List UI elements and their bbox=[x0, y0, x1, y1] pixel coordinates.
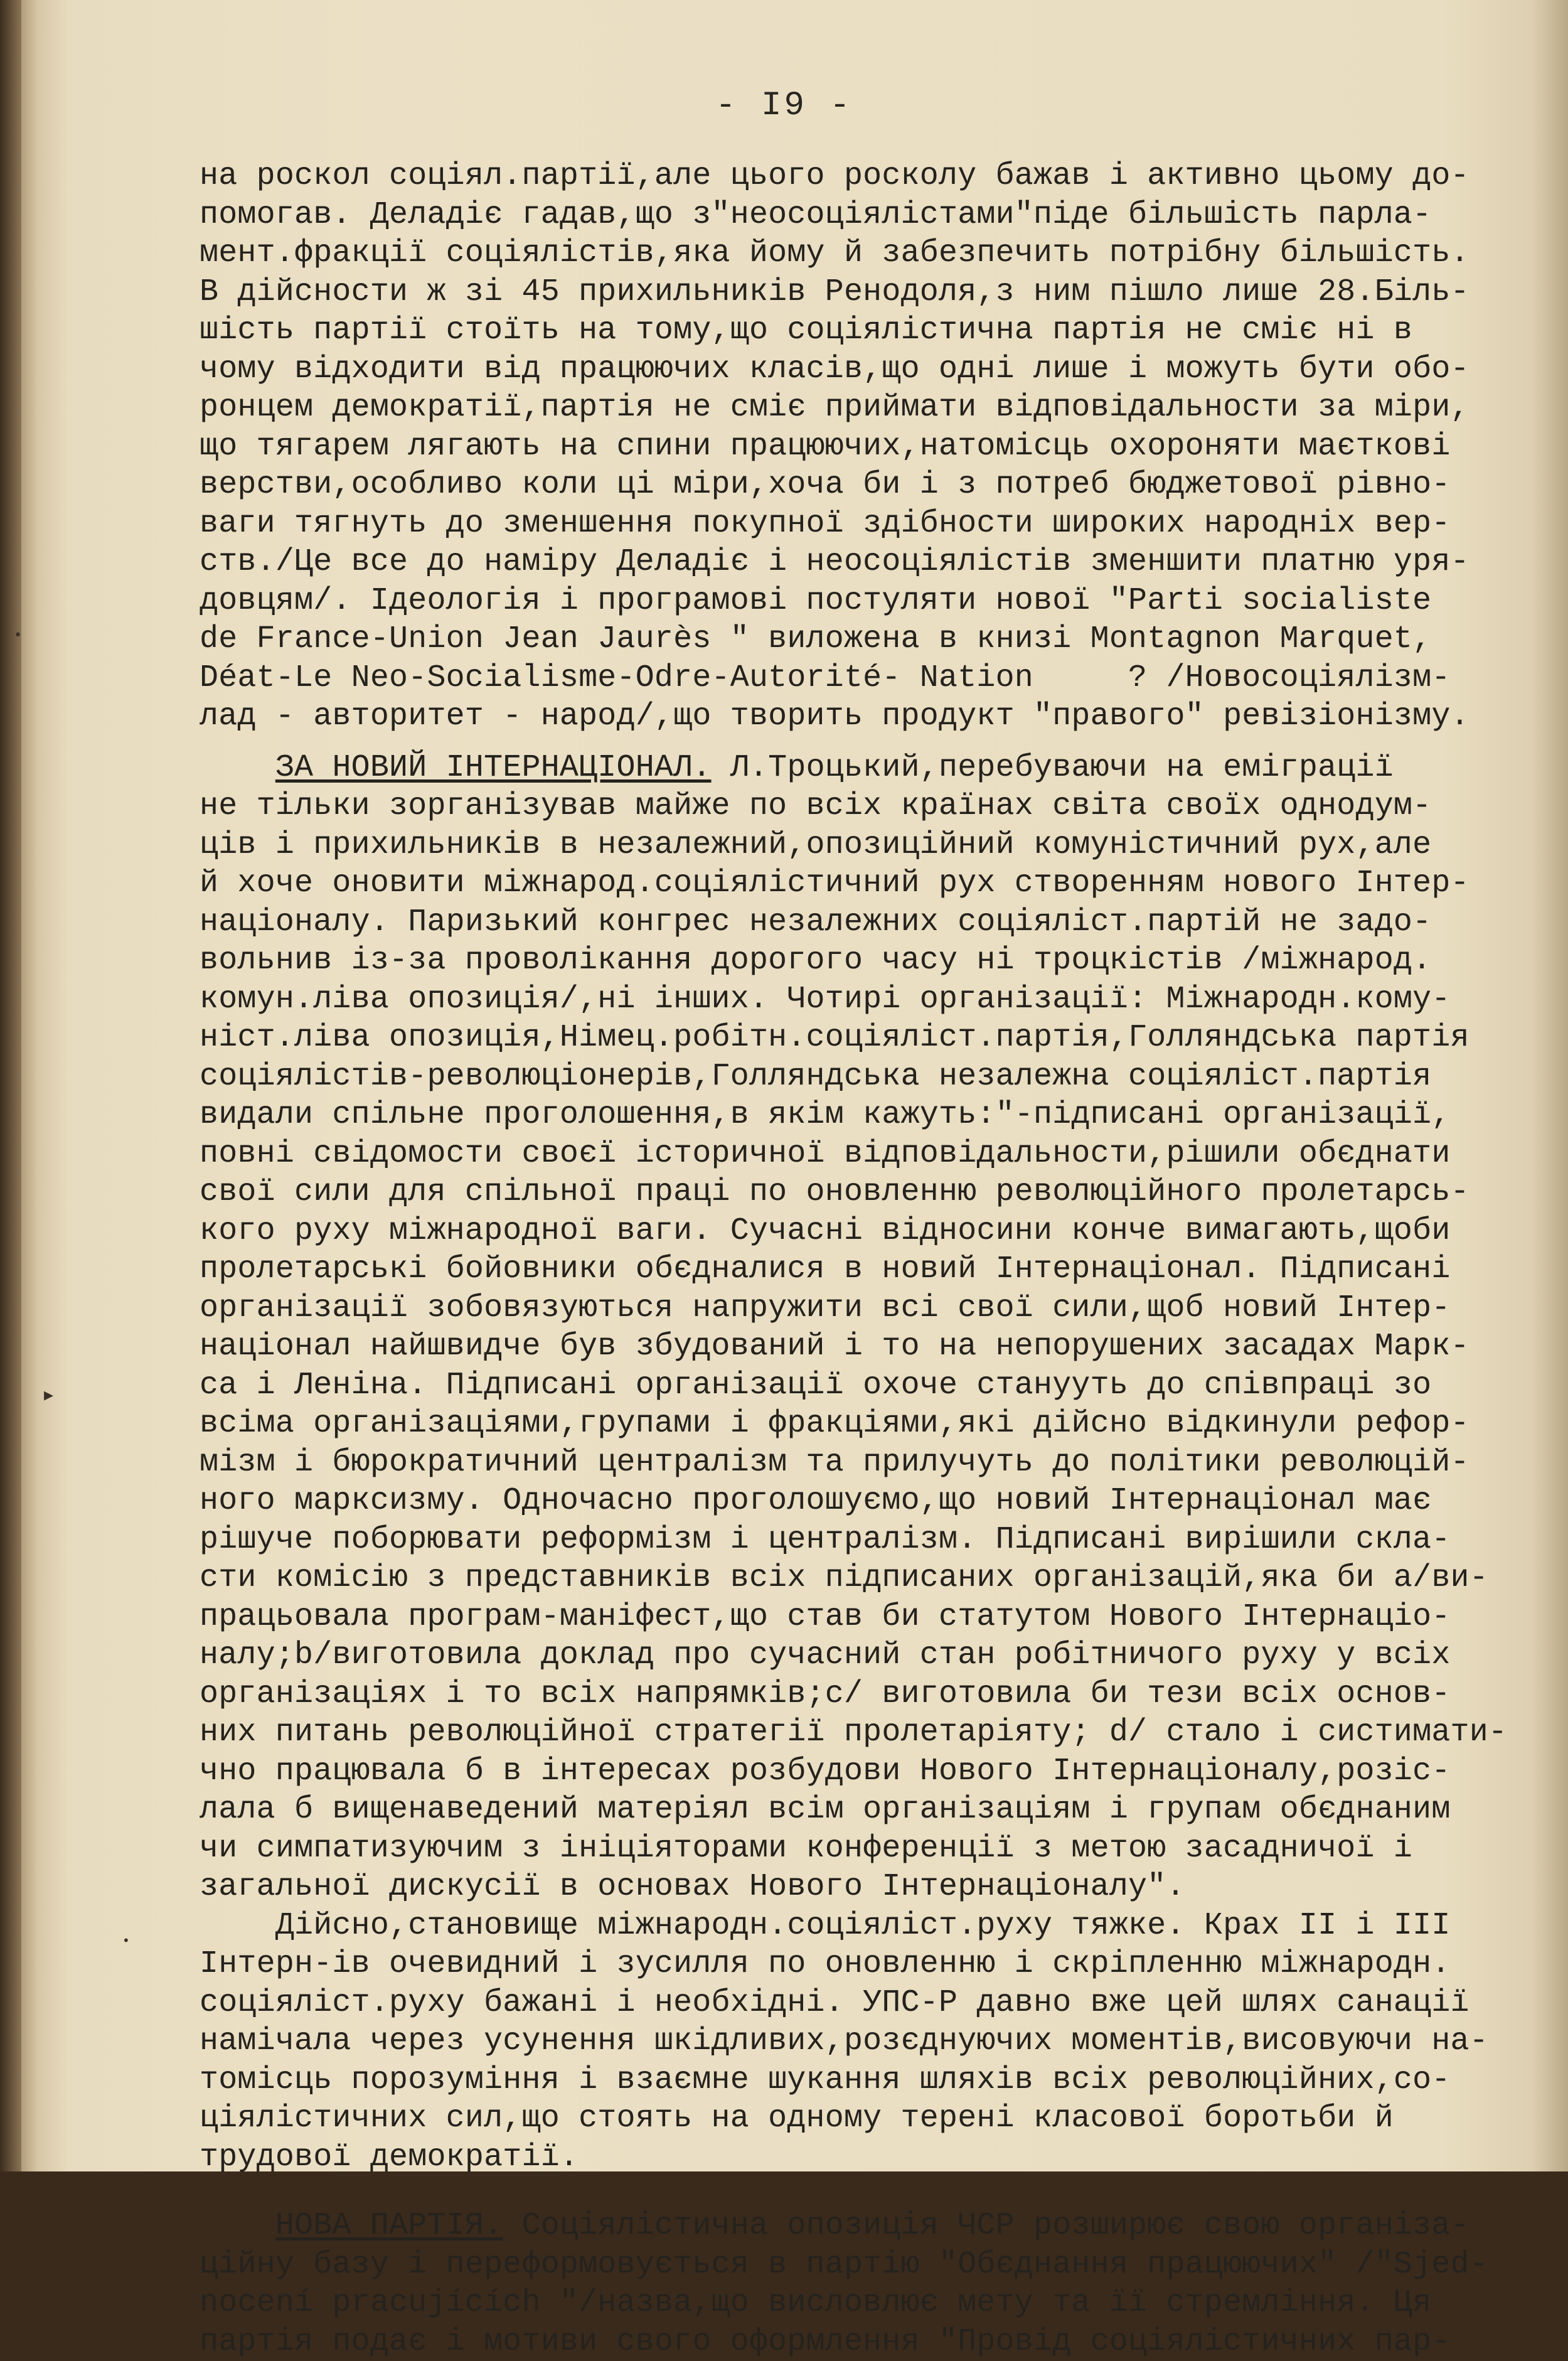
text-line: повні свідомости своєї історичної відповідальности,рішили обєднати bbox=[200, 1135, 1486, 1174]
text-line: свої сили для спільної праці по оновленню революційного пролетарсь- bbox=[200, 1173, 1486, 1212]
text-line: соціялістів-революціонерів,Голляндська незалежна соціяліст.партія bbox=[200, 1057, 1486, 1096]
text-line: помогав. Деладіє гадав,що з"неосоціялістами"піде більшість парла- bbox=[200, 196, 1486, 235]
text-line: ціялістичних сил,що стоять на одному терені класової боротьби й bbox=[200, 2099, 1486, 2138]
text-line: не тільки зорганізував майже по всіх країнах світа своїх однодум- bbox=[200, 787, 1486, 826]
margin-dot-mark: • bbox=[14, 628, 22, 643]
text-line: всіма організаціями,групами і фракціями,які дійсно відкинули рефор- bbox=[200, 1405, 1486, 1443]
text-line: В дійсности ж зі 45 прихильників Ренодоля,з ним пішло лише 28.Біль- bbox=[200, 273, 1486, 312]
text-line: лад - авторитет - народ/,що творить продукт "правого" ревізіонізму. bbox=[200, 697, 1486, 736]
page-number: - I9 - bbox=[0, 87, 1568, 125]
text-line: загальної дискусії в основах Нового Інтернаціоналу". bbox=[200, 1868, 1486, 1907]
text-line: намічала через усунення шкідливих,розєднуючих моментів,висовуючи на- bbox=[200, 2022, 1486, 2061]
text-line: ніст.ліва опозиція,Німец.робітн.соціяліст.партія,Голляндська партія bbox=[200, 1019, 1486, 1057]
text-line: видали спільне проголошення,в якім кажуть:"-підписані організації, bbox=[200, 1096, 1486, 1135]
text-line bbox=[200, 2207, 1486, 2246]
text-line: націонал найшвидче був збудований і то на непорушених засадах Марк- bbox=[200, 1327, 1486, 1366]
text-line: ваги тягнуть до зменшення покупної здібности широких народніх вер- bbox=[200, 505, 1486, 543]
text-line: de France-Union Jean Jaurès " виложена в книзі Montagnon Marquet, bbox=[200, 620, 1486, 659]
text-line: ронцем демократії,партія не сміє приймати відповідальности за міри, bbox=[200, 388, 1486, 427]
text-line bbox=[200, 749, 1486, 788]
text-line: пролетарські бойовники обєдналися в новий Інтернаціонал. Підписані bbox=[200, 1250, 1486, 1289]
text-line: чи симпатизуючим з ініціяторами конференції з метою засадничої і bbox=[200, 1829, 1486, 1868]
text-line: що тягарем лягають на спини працюючих,натомісць охороняти маєткові bbox=[200, 427, 1486, 466]
text-line: мізм і бюрократичний централізм та прилучуть до політики революцій- bbox=[200, 1443, 1486, 1482]
text-line: націоналу. Паризький конгрес незалежних соціяліст.партій не задо- bbox=[200, 903, 1486, 942]
text-line: вольнив із-за проволікання дорогого часу ні троцкістів /міжнарод. bbox=[200, 941, 1486, 980]
paragraph-4 bbox=[200, 2207, 1486, 2361]
text-line: й хоче оновити міжнарод.соціялістичний рух створенням нового Інтер- bbox=[200, 864, 1486, 903]
text-line: лала б вищенаведений матеріял всім організаціям і групам обєднаним bbox=[200, 1791, 1486, 1829]
text-line: організації зобовязуються напружити всі свої сили,щоб новий Інтер- bbox=[200, 1289, 1486, 1328]
text-line: на роскол соціял.партії,але цього росколу бажав і активно цьому до- bbox=[200, 157, 1486, 196]
paragraph-3 bbox=[200, 1907, 1486, 2177]
text-line: організаціях і то всіх напрямків;c/ виготовила би тези всіх основ- bbox=[200, 1675, 1486, 1714]
text-line: Дійсно,становище міжнародн.соціяліст.руху тяжке. Крах II і III bbox=[200, 1907, 1486, 1946]
text-span: Л.Троцький,перебуваючи на еміграції bbox=[712, 750, 1394, 786]
text-line: працьовала програм-маніфест,що став би статутом Нового Інтернаціо- bbox=[200, 1598, 1486, 1637]
text-line: налу;b/виготовила доклад про сучасний стан робітничого руху у всіх bbox=[200, 1636, 1486, 1675]
margin-arrow-mark: ▸ bbox=[44, 1384, 53, 1406]
text-line: них питань революційної стратегії пролетаріяту; d/ стало і систимати- bbox=[200, 1713, 1486, 1752]
text-line: верстви,особливо коли ці міри,хоча би і з потреб бюджетової рівно- bbox=[200, 466, 1486, 505]
book-binding-shadow bbox=[0, 0, 21, 2171]
text-line: довцям/. Ідеологія і програмові постуляти нової "Parti socialiste bbox=[200, 582, 1486, 621]
text-line: nocení pracujících "/назва,що висловлює мету та її стремління. Ця bbox=[200, 2284, 1486, 2323]
text-line: сти комісію з представників всіх підписаних організацій,яка би а/ви- bbox=[200, 1559, 1486, 1598]
text-line: ційну базу і переформовується в партію "Обєднання працюючих" /"Sjed- bbox=[200, 2246, 1486, 2284]
typewritten-text bbox=[200, 157, 1486, 2361]
section-heading-new-party: НОВА ПАРТІЯ. bbox=[275, 2208, 503, 2244]
text-line: рішуче поборювати реформізм і централізм. Підписані вирішили скла- bbox=[200, 1521, 1486, 1560]
text-line: Déat-Le Neo-Socialisme-Odre-Autorité- Nation ? /Новосоціялізм- bbox=[200, 659, 1486, 698]
text-line: чно працювала б в інтересах розбудови Нового Інтернаціоналу,розіс- bbox=[200, 1752, 1486, 1791]
text-line: мент.фракції соціялістів,яка йому й забезпечить потрібну більшість. bbox=[200, 234, 1486, 273]
text-span: Соціялістична опозиція ЧСР розширює свою організа- bbox=[503, 2208, 1469, 2244]
section-heading-new-international: ЗА НОВИЙ ІНТЕРНАЦІОНАЛ. bbox=[275, 750, 712, 786]
text-line: партія подає і мотиви свого оформлення "Провід соціялістичних пар- bbox=[200, 2323, 1486, 2361]
text-line: чому відходити від працюючих класів,що одні лише і можуть бути обо- bbox=[200, 350, 1486, 389]
text-line: Інтерн-ів очевидний і зусилля по оновленню і скріпленню міжнародн. bbox=[200, 1945, 1486, 1984]
text-line: ного марксизму. Одночасно проголошуємо,що новий Інтернаціонал має bbox=[200, 1482, 1486, 1521]
text-line: комун.ліва опозиція/,ні інших. Чотирі організації: Міжнародн.кому- bbox=[200, 980, 1486, 1019]
text-line: томісць порозуміння і взаємне шукання шляхів всіх революційних,со- bbox=[200, 2061, 1486, 2100]
text-line: шість партії стоїть на тому,що соціялістична партія не сміє ні в bbox=[200, 311, 1486, 350]
text-line: са і Леніна. Підписані організації охоче станууть до співпраці зо bbox=[200, 1366, 1486, 1405]
margin-dot-mark: • bbox=[122, 1933, 130, 1948]
text-line: ців і прихильників в незалежний,опозиційний комуністичний рух,але bbox=[200, 826, 1486, 865]
text-line: трудової демократії. bbox=[200, 2138, 1486, 2177]
paragraph-1 bbox=[200, 157, 1486, 736]
text-line: соціяліст.руху бажані і необхідні. УПС-Р давно вже цей шлях санації bbox=[200, 1984, 1486, 2023]
text-line: ств./Це все до наміру Деладіє і неосоціялістів зменшити платню уря- bbox=[200, 543, 1486, 582]
paragraph-2 bbox=[200, 749, 1486, 1907]
text-line: кого руху міжнародної ваги. Сучасні відносини конче вимагають,щоби bbox=[200, 1212, 1486, 1251]
